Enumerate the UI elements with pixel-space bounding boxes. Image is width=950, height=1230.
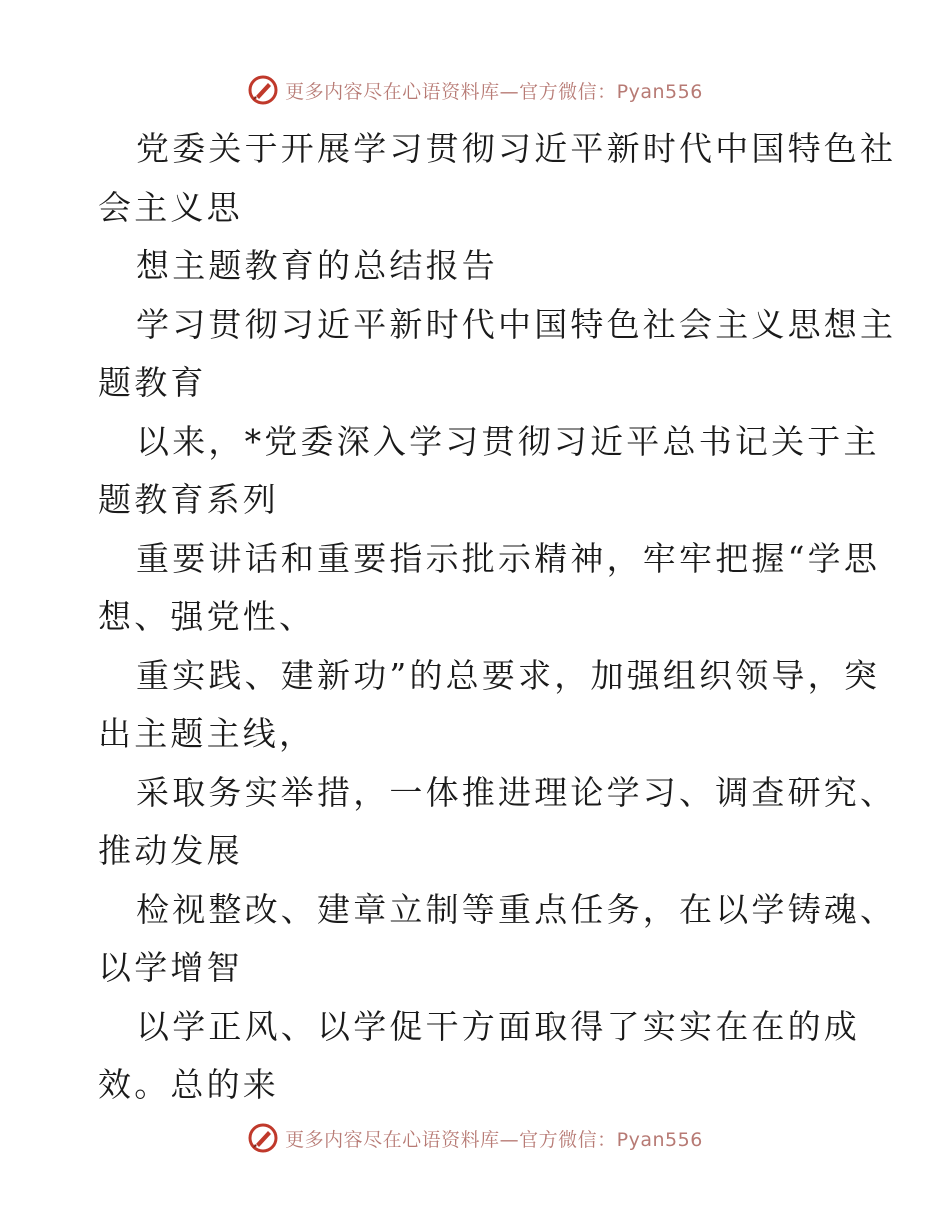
- text-line: 重实践、建新功”的总要求，加强组织领导，突: [136, 655, 881, 695]
- text-line: 党委关于开展学习贯彻习近平新时代中国特色社: [136, 129, 897, 168]
- footer-watermark-banner: [0, 1118, 950, 1158]
- text-line: 题教育: [98, 363, 207, 402]
- text-line: 想主题教育的总结报告: [136, 246, 498, 285]
- text-line: 题教育系列: [98, 480, 279, 519]
- text-line: 效。总的来: [98, 1065, 279, 1104]
- text-line: 以来，*党委深入学习贯彻习近平总书记关于主: [136, 421, 880, 461]
- header-watermark-text: 更多内容尽在心语资料库—官方微信：Pyan556: [285, 80, 703, 103]
- text-line: 想、强党性、: [98, 597, 316, 636]
- header-watermark-banner: [0, 70, 950, 110]
- text-line: 以学增智: [98, 948, 243, 987]
- text-line: 出主题主线，: [98, 714, 316, 753]
- text-line: 重要讲话和重要指示批示精神，牢牢把握“学思: [136, 538, 881, 578]
- text-line: 采取务实举措，一体推进理论学习、调查研究、: [136, 772, 897, 812]
- text-line: 推动发展: [98, 831, 243, 870]
- text-line: 检视整改、建章立制等重点任务，在以学铸魂、: [136, 889, 897, 929]
- brand-logo-icon: [247, 1122, 279, 1154]
- footer-watermark-text: 更多内容尽在心语资料库—官方微信：Pyan556: [285, 1128, 703, 1151]
- text-line: 以学正风、以学促干方面取得了实实在在的成: [136, 1006, 860, 1046]
- document-body: [98, 120, 897, 1115]
- text-line: 学习贯彻习近平新时代中国特色社会主义思想主: [136, 304, 897, 344]
- brand-logo-icon: [247, 74, 279, 106]
- text-line: 会主义思: [98, 187, 243, 227]
